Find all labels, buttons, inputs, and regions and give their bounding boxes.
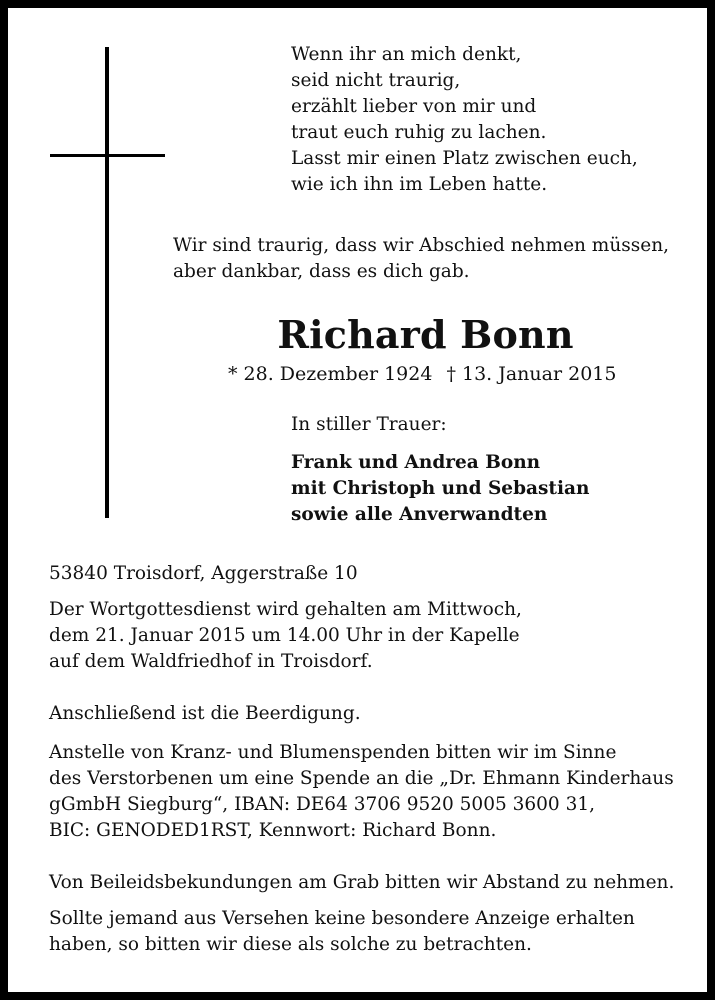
condolence-note	[49, 870, 699, 896]
donation-line: Anstelle von Kranz- und Blumenspenden bitten wir im Sinne	[49, 742, 617, 763]
disclaimer-line: Sollte jemand aus Versehen keine besondere Anzeige erhalten	[49, 908, 635, 929]
poem-line: erzählt lieber von mir und	[291, 96, 537, 117]
poem-line: seid nicht traurig,	[291, 70, 461, 91]
donation-line: gGmbH Siegburg“, IBAN: DE64 3706 9520 5005 3600 31,	[49, 794, 595, 815]
cross-icon	[105, 47, 109, 518]
family-address	[49, 561, 699, 587]
disclaimer-line: haben, so bitten wir diese als solche zu betrachten.	[49, 934, 532, 955]
mourning-label: In stiller Trauer:	[291, 414, 447, 435]
poem-line: Lasst mir einen Platz zwischen euch,	[291, 148, 638, 169]
notice-disclaimer	[49, 906, 699, 958]
condolence-line: Von Beileidsbekundungen am Grab bitten wir Abstand zu nehmen.	[49, 872, 675, 893]
mourner-entry: sowie alle Anverwandten	[291, 504, 548, 525]
mourner-entry: mit Christoph und Sebastian	[291, 478, 590, 499]
poem-line: Wenn ihr an mich denkt,	[291, 44, 522, 65]
service-line: auf dem Waldfriedhof in Troisdorf.	[49, 651, 373, 672]
deceased-name: Richard Bonn	[277, 312, 574, 357]
life-dates	[228, 361, 616, 387]
cross-icon-crossbar	[50, 154, 165, 157]
mourner-entry: Frank und Andrea Bonn	[291, 452, 541, 473]
service-line: dem 21. Januar 2015 um 14.00 Uhr in der Kapelle	[49, 625, 520, 646]
service-info	[49, 597, 699, 675]
donation-request	[49, 740, 699, 844]
donation-line: BIC: GENODED1RST, Kennwort: Richard Bonn.	[49, 820, 497, 841]
farewell-statement	[173, 233, 673, 285]
burial-info	[49, 701, 699, 727]
mourners-list	[291, 450, 589, 528]
donation-line: des Verstorbenen um eine Spende an die „Dr. Ehmann Kinderhaus	[49, 768, 674, 789]
poem-line: traut euch ruhig zu lachen.	[291, 122, 547, 143]
service-line: Der Wortgottesdienst wird gehalten am Mittwoch,	[49, 599, 522, 620]
burial-line: Anschließend ist die Beerdigung.	[49, 703, 361, 724]
farewell-line: Wir sind traurig, dass wir Abschied nehmen müssen,	[173, 235, 669, 256]
poem-line: wie ich ihn im Leben hatte.	[291, 174, 548, 195]
farewell-line: aber dankbar, dass es dich gab.	[173, 261, 470, 282]
death-date: † 13. Januar 2015	[446, 363, 617, 385]
memorial-poem	[291, 42, 691, 198]
birth-date: * 28. Dezember 1924	[228, 363, 433, 385]
address-line: 53840 Troisdorf, Aggerstraße 10	[49, 563, 358, 584]
